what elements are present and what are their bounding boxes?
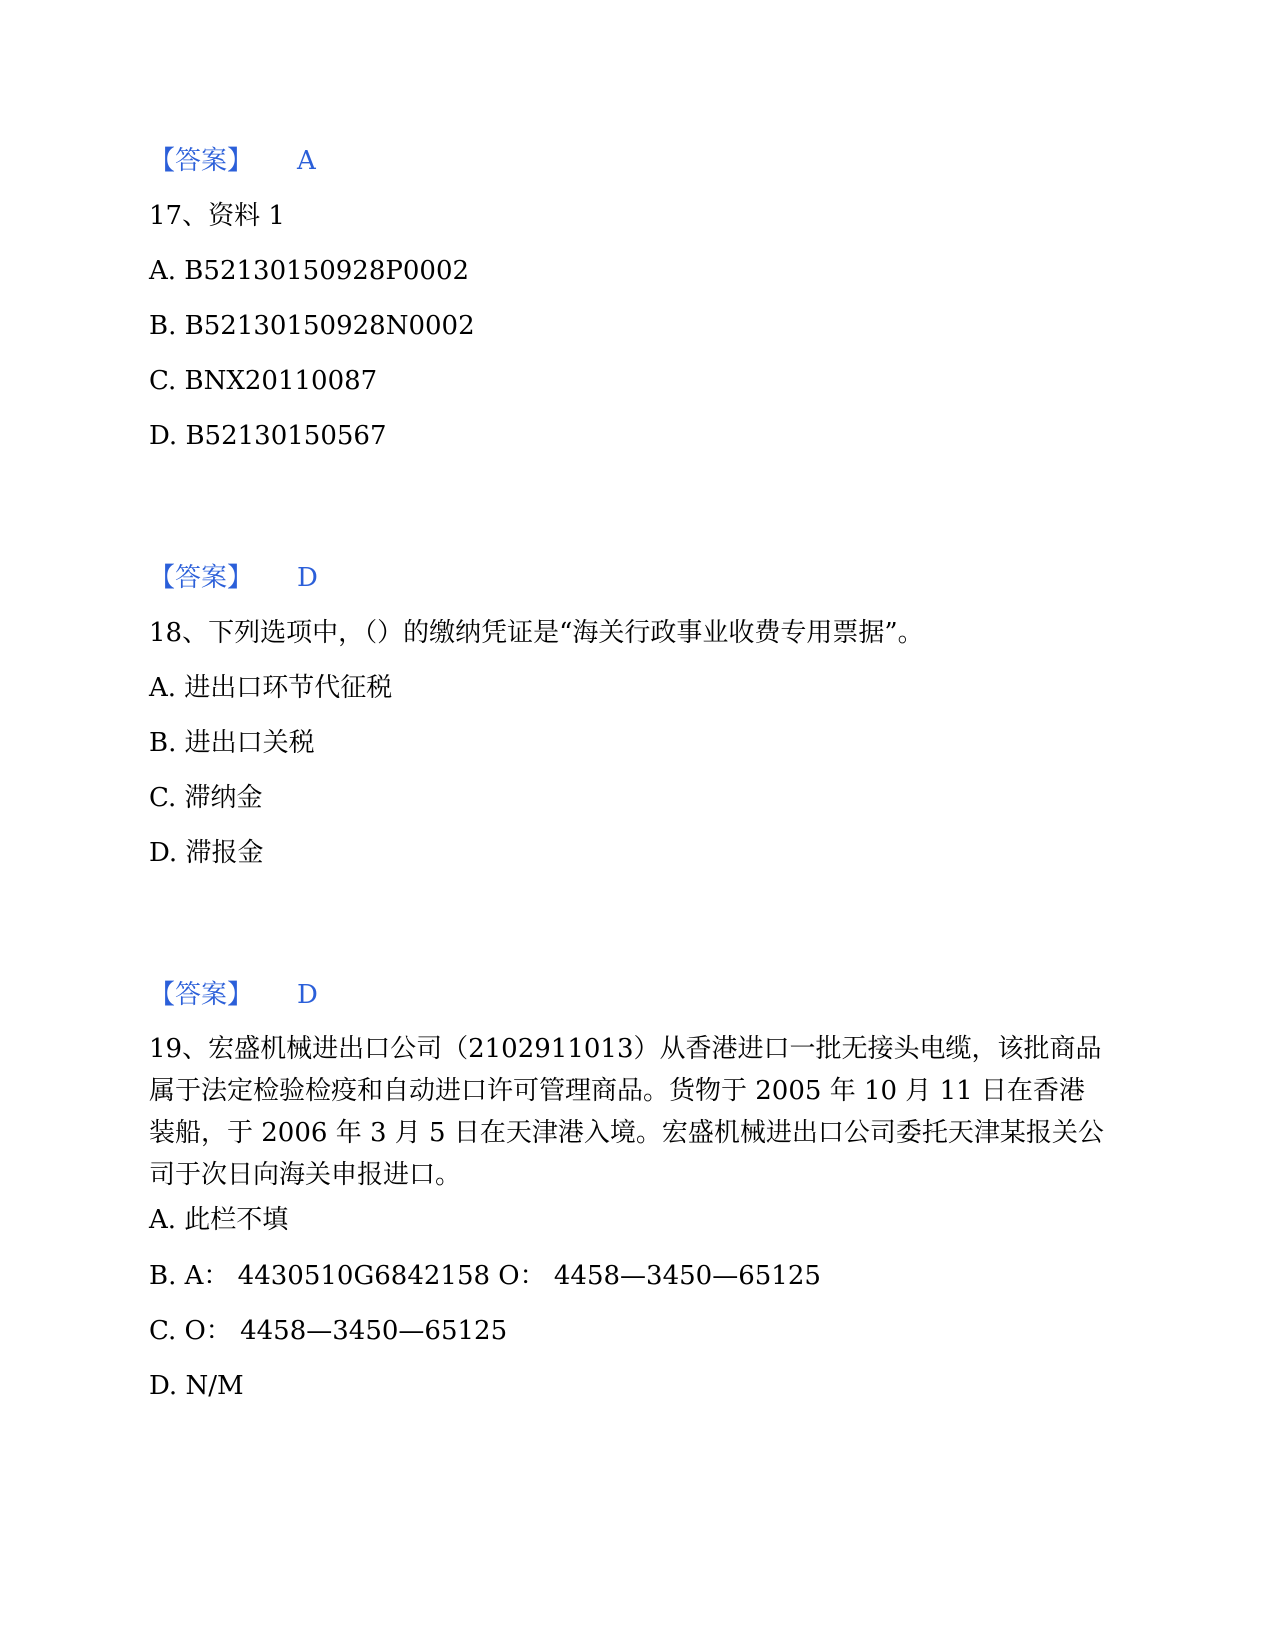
option-c: C. 滞纳金 (149, 783, 263, 813)
option-d: D. B52130150567 (149, 421, 387, 451)
option-c: C. O： 4458—3450—65125 (149, 1316, 508, 1346)
option-d: D. N/M (149, 1371, 244, 1401)
option-a: A. B52130150928P0002 (149, 256, 470, 286)
option-c: C. BNX20110087 (149, 366, 378, 396)
answer-label: 【答案】 (149, 563, 254, 593)
answer-value: A (297, 146, 316, 176)
answer-label: 【答案】 (149, 980, 254, 1010)
answer-value: D (297, 980, 318, 1010)
answer-line (149, 980, 318, 1010)
question-17: 17、资料 1 (149, 201, 285, 231)
option-b: B. B52130150928N0002 (149, 311, 475, 341)
option-a: A. 此栏不填 (149, 1205, 289, 1235)
answer-label: 【答案】 (149, 146, 254, 176)
question-18: 18、下列选项中，（）的缴纳凭证是“海关行政事业收费专用票据”。 (149, 618, 924, 648)
option-b: B. A： 4430510G6842158 O： 4458—3450—65125 (149, 1261, 821, 1291)
option-a: A. 进出口环节代征税 (149, 673, 393, 703)
answer-value: D (297, 563, 318, 593)
option-d: D. 滞报金 (149, 838, 264, 868)
answer-line (149, 563, 318, 593)
option-b: B. 进出口关税 (149, 728, 315, 758)
answer-line (149, 146, 316, 176)
question-19: 19、宏盛机械进出口公司（2102911013）从香港进口一批无接头电缆，该批商品属于法定检验检疫和自动进口许可管理商品。货物于 2005 年 10 月 11 日在香港装船，于 2006 年 3 月 5 日在天津港入境。宏盛机械进出口公司委托天津某报关公司于次日向海关申报进口。 (149, 1034, 1104, 1190)
